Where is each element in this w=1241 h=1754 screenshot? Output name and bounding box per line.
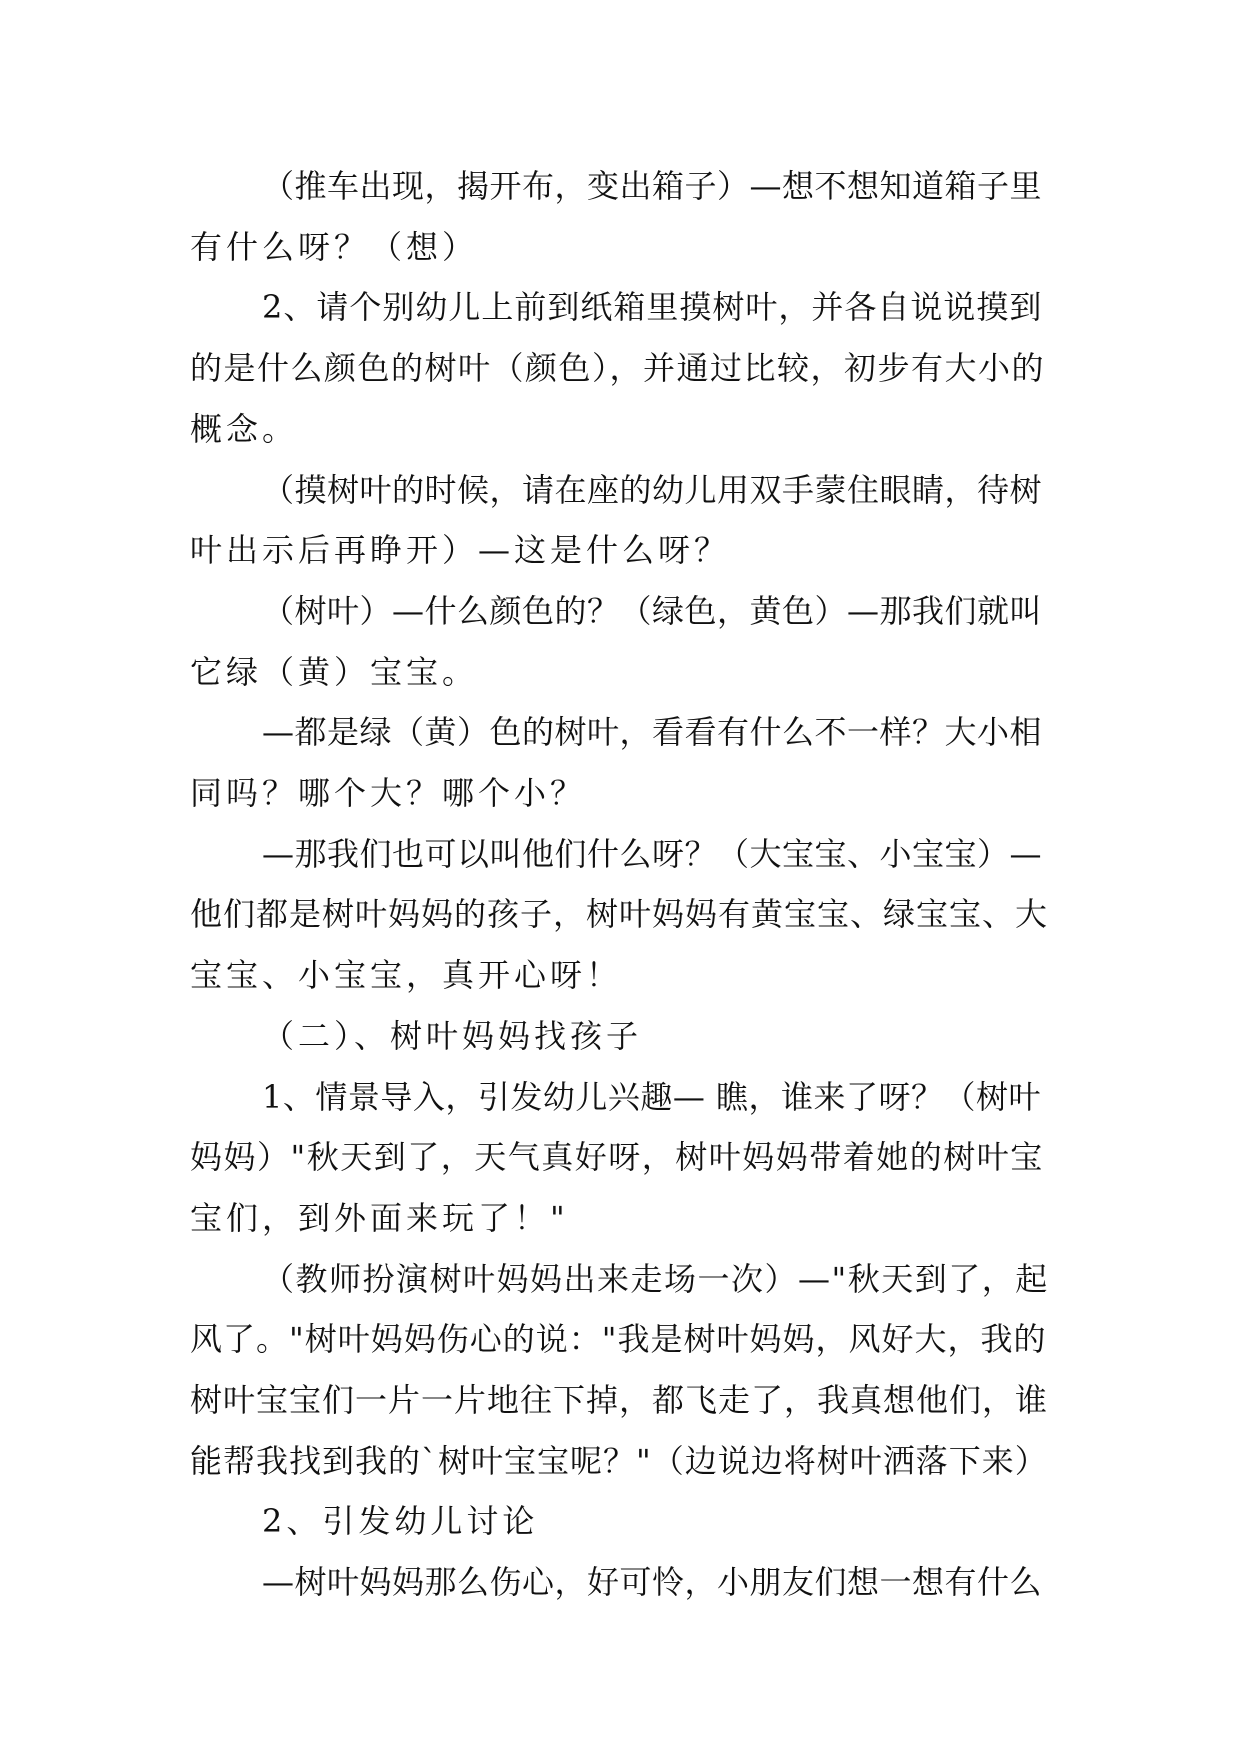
text-line: 有什么呀？（想） <box>190 227 479 266</box>
text-line: —树叶妈妈那么伤心，好可怜，小朋友们想一想有什么 <box>262 1563 1043 1602</box>
paragraph <box>190 277 1050 459</box>
text-line: —都是绿（黄）色的树叶，看看有什么不一样？大小相 <box>262 713 1043 752</box>
paragraph <box>190 581 1050 702</box>
text-line: （二）、树叶妈妈找孩子 <box>262 1016 643 1055</box>
text-line: 它绿（黄）宝宝。 <box>190 652 479 691</box>
paragraph <box>190 1067 1050 1249</box>
text-line: 概念。 <box>190 409 299 448</box>
text-line: （树叶）—什么颜色的？（绿色，黄色）—那我们就叫 <box>262 591 1043 630</box>
text-line: （推车出现，揭开布，变出箱子）—想不想知道箱子里 <box>262 167 1043 205</box>
text-line: 宝们，到外面来玩了！" <box>190 1198 569 1237</box>
text-line: 1、情景导入，引发幼儿兴趣— 瞧，谁来了呀？（树叶 <box>262 1077 1042 1116</box>
text-line: 风了。"树叶妈妈伤心的说："我是树叶妈妈，风好大，我的 <box>190 1320 1047 1359</box>
text-line: （摸树叶的时候，请在座的幼儿用双手蒙住眼睛，待树 <box>262 470 1043 509</box>
paragraph <box>190 1006 1050 1067</box>
paragraph <box>190 460 1050 581</box>
paragraph <box>190 1491 1050 1552</box>
text-line: 叶出示后再睁开）—这是什么呀？ <box>190 531 731 570</box>
paragraph <box>190 1552 1050 1613</box>
text-line: 2、请个别幼儿上前到纸箱里摸树叶，并各自说说摸到 <box>262 288 1043 327</box>
paragraph <box>190 824 1050 1006</box>
text-line: 宝宝、小宝宝，真开心呀！ <box>190 956 623 995</box>
text-line: 的是什么颜色的树叶（颜色），并通过比较，初步有大小的 <box>190 349 1046 388</box>
text-line: 2、引发幼儿讨论 <box>262 1502 539 1541</box>
text-line: 妈妈）"秋天到了，天气真好呀，树叶妈妈带着她的树叶宝 <box>190 1138 1044 1177</box>
text-line: 树叶宝宝们一片一片地往下掉，都飞走了，我真想他们，谁 <box>190 1381 1049 1420</box>
paragraph <box>190 1249 1050 1492</box>
paragraph <box>190 156 1050 277</box>
paragraph <box>190 702 1050 823</box>
text-line: 能帮我找到我的`树叶宝宝呢？"（边说边将树叶洒落下来） <box>190 1441 1048 1480</box>
text-line: 他们都是树叶妈妈的孩子，树叶妈妈有黄宝宝、绿宝宝、大 <box>190 895 1049 934</box>
document-body <box>190 156 1050 1613</box>
text-line: —那我们也可以叫他们什么呀？（大宝宝、小宝宝）— <box>262 834 1043 873</box>
text-line: （教师扮演树叶妈妈出来走场一次）—"秋天到了，起 <box>262 1259 1049 1298</box>
text-line: 同吗？哪个大？哪个小？ <box>190 774 587 813</box>
